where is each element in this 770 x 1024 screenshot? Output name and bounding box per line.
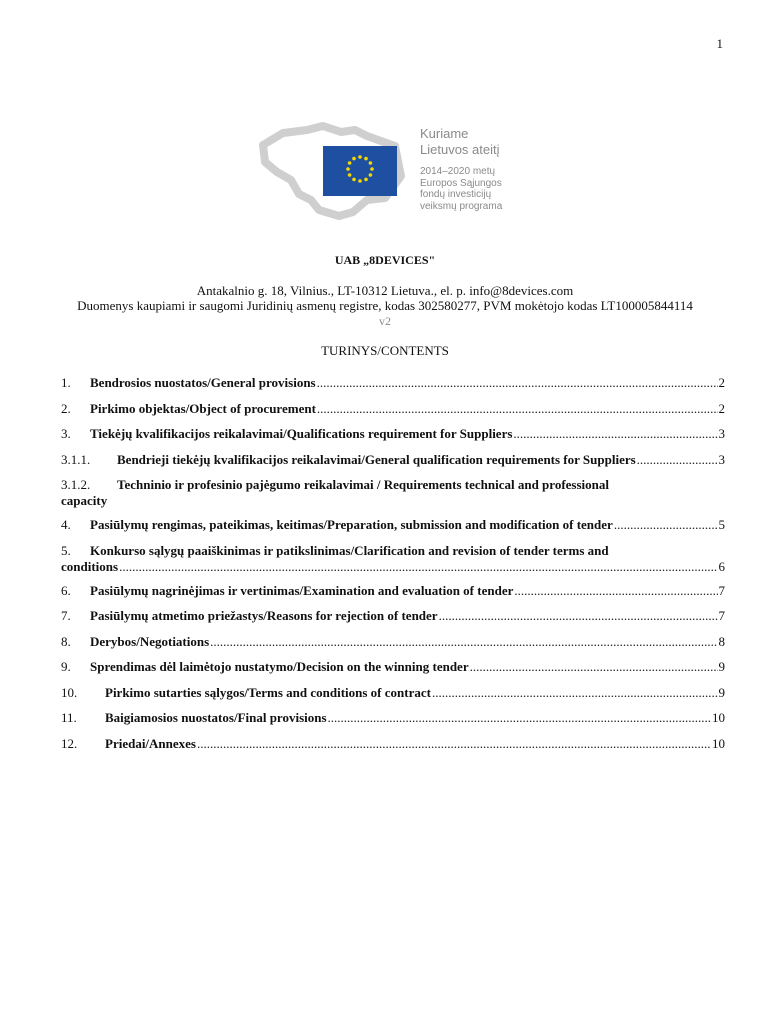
toc-entry-title: Pirkimo objektas/Object of procurement [90, 400, 316, 416]
toc-entry-number: 9. [61, 659, 71, 674]
page-number: 1 [716, 36, 723, 51]
toc-entry[interactable] [61, 685, 725, 711]
toc-entry-title: Techninio ir profesinio pajėgumo reikalavimai / Requirements technical and professional [117, 477, 609, 492]
toc-entry[interactable] [61, 426, 725, 452]
toc-entry[interactable] [61, 375, 725, 401]
table-of-contents [61, 375, 725, 761]
toc-entry-number: 12. [61, 735, 78, 751]
toc-entry-number: 2. [61, 400, 71, 416]
registry-info: Duomenys kaupiami ir saugomi Juridinių asmenų registre, kodas 302580277, PVM mokėtojo kodas LT100005844114 [77, 298, 693, 313]
toc-entry-page: 3 [718, 451, 725, 467]
toc-leader [470, 659, 718, 675]
toc-leader [432, 685, 718, 701]
toc-entry-number: 3. [61, 426, 71, 441]
logo-line-5: fondų investicijų [420, 189, 492, 201]
toc-leader [513, 426, 717, 442]
toc-entry[interactable] [61, 583, 725, 609]
logo-line-4: Europos Sąjungos [420, 177, 502, 189]
toc-entry-page: 2 [718, 400, 725, 416]
toc-entry-page: 9 [718, 684, 725, 700]
toc-entry-title: Pirkimo sutarties sąlygos/Terms and conditions of contract [105, 684, 431, 700]
toc-entry-title: Bendrieji tiekėjų kvalifikacijos reikalavimai/General qualification requirements for Suppliers [117, 451, 636, 467]
toc-entry-title: Tiekėjų kvalifikacijos reikalavimai/Qualifications requirement for Suppliers [90, 426, 513, 441]
toc-leader [197, 736, 711, 752]
logo-line-6: veiksmų programa [420, 200, 503, 212]
toc-entry-title-continued: capacity [61, 493, 108, 508]
toc-entry[interactable] [61, 736, 725, 762]
toc-entry-number: 10. [61, 684, 78, 700]
toc-leader [328, 710, 711, 726]
logo-line-1: Kuriame [420, 126, 469, 141]
toc-entry-title: Bendrosios nuostatos/General provisions [90, 375, 316, 390]
toc-entry-title: Sprendimas dėl laimėtojo nustatymo/Decision on the winning tender [90, 659, 469, 674]
toc-entry-page: 8 [718, 633, 725, 649]
toc-entry[interactable] [61, 710, 725, 736]
toc-entry-page: 10 [712, 710, 725, 725]
eu-flag [323, 146, 397, 196]
toc-leader [637, 452, 718, 468]
toc-leader [439, 608, 718, 624]
toc-entry-title: Derybos/Negotiations [90, 633, 210, 649]
toc-entry-number: 3.1.2. [61, 477, 91, 492]
toc-title: TURINYS/CONTENTS [321, 343, 449, 358]
toc-leader [514, 583, 717, 599]
toc-entry[interactable] [61, 659, 725, 685]
toc-entry-title: Konkurso sąlygų paaiškinimas ir patikslinimas/Clarification and revision of tender terms and [90, 542, 609, 558]
toc-entry[interactable] [61, 608, 725, 634]
toc-entry-number: 5. [61, 542, 71, 558]
toc-entry[interactable] [61, 543, 725, 577]
toc-entry-page: 2 [718, 375, 725, 390]
toc-entry-page: 3 [718, 426, 725, 441]
toc-entry-number: 11. [61, 710, 77, 725]
toc-entry-title: Priedai/Annexes [105, 735, 196, 751]
toc-leader [210, 634, 717, 650]
toc-entry-page: 9 [718, 659, 725, 674]
company-address: Antakalnio g. 18, Vilnius., LT-10312 Lietuva., el. p. info@8devices.com [196, 283, 574, 298]
toc-entry-number: 3.1.1. [61, 451, 91, 467]
version-label: v2 [379, 314, 391, 328]
toc-leader [317, 401, 718, 417]
toc-entry-title: Pasiūlymų rengimas, pateikimas, keitimas/Preparation, submission and modification of tender [90, 517, 613, 532]
logo-line-2: Lietuvos ateitį [420, 142, 500, 157]
toc-entry-title-continued: conditions [61, 558, 119, 574]
toc-leader [317, 375, 718, 391]
toc-entry-page: 10 [712, 735, 725, 751]
toc-entry[interactable] [61, 634, 725, 660]
toc-entry-page: 7 [718, 608, 725, 623]
toc-entry-page: 6 [718, 558, 725, 574]
toc-leader [119, 559, 717, 575]
company-name: UAB „8DEVICES" [334, 253, 436, 267]
toc-entry-title: Pasiūlymų nagrinėjimas ir vertinimas/Examination and evaluation of tender [90, 582, 514, 598]
toc-entry[interactable] [61, 517, 725, 543]
toc-entry-title: Baigiamosios nuostatos/Final provisions [105, 710, 327, 725]
toc-entry-number: 7. [61, 608, 71, 623]
toc-leader [614, 517, 718, 533]
toc-entry-number: 6. [61, 582, 71, 598]
toc-entry[interactable] [61, 452, 725, 478]
toc-entry-number: 8. [61, 633, 71, 649]
toc-entry[interactable] [61, 401, 725, 427]
toc-entry-page: 5 [718, 517, 725, 532]
logo-text [420, 126, 502, 212]
logo-line-3: 2014–2020 metų [420, 166, 496, 177]
toc-entry-number: 1. [61, 375, 71, 390]
toc-entry-number: 4. [61, 517, 71, 532]
toc-entry-title: Pasiūlymų atmetimo priežastys/Reasons for rejection of tender [90, 608, 438, 623]
toc-entry-page: 7 [718, 582, 725, 598]
toc-entry[interactable] [61, 477, 725, 511]
